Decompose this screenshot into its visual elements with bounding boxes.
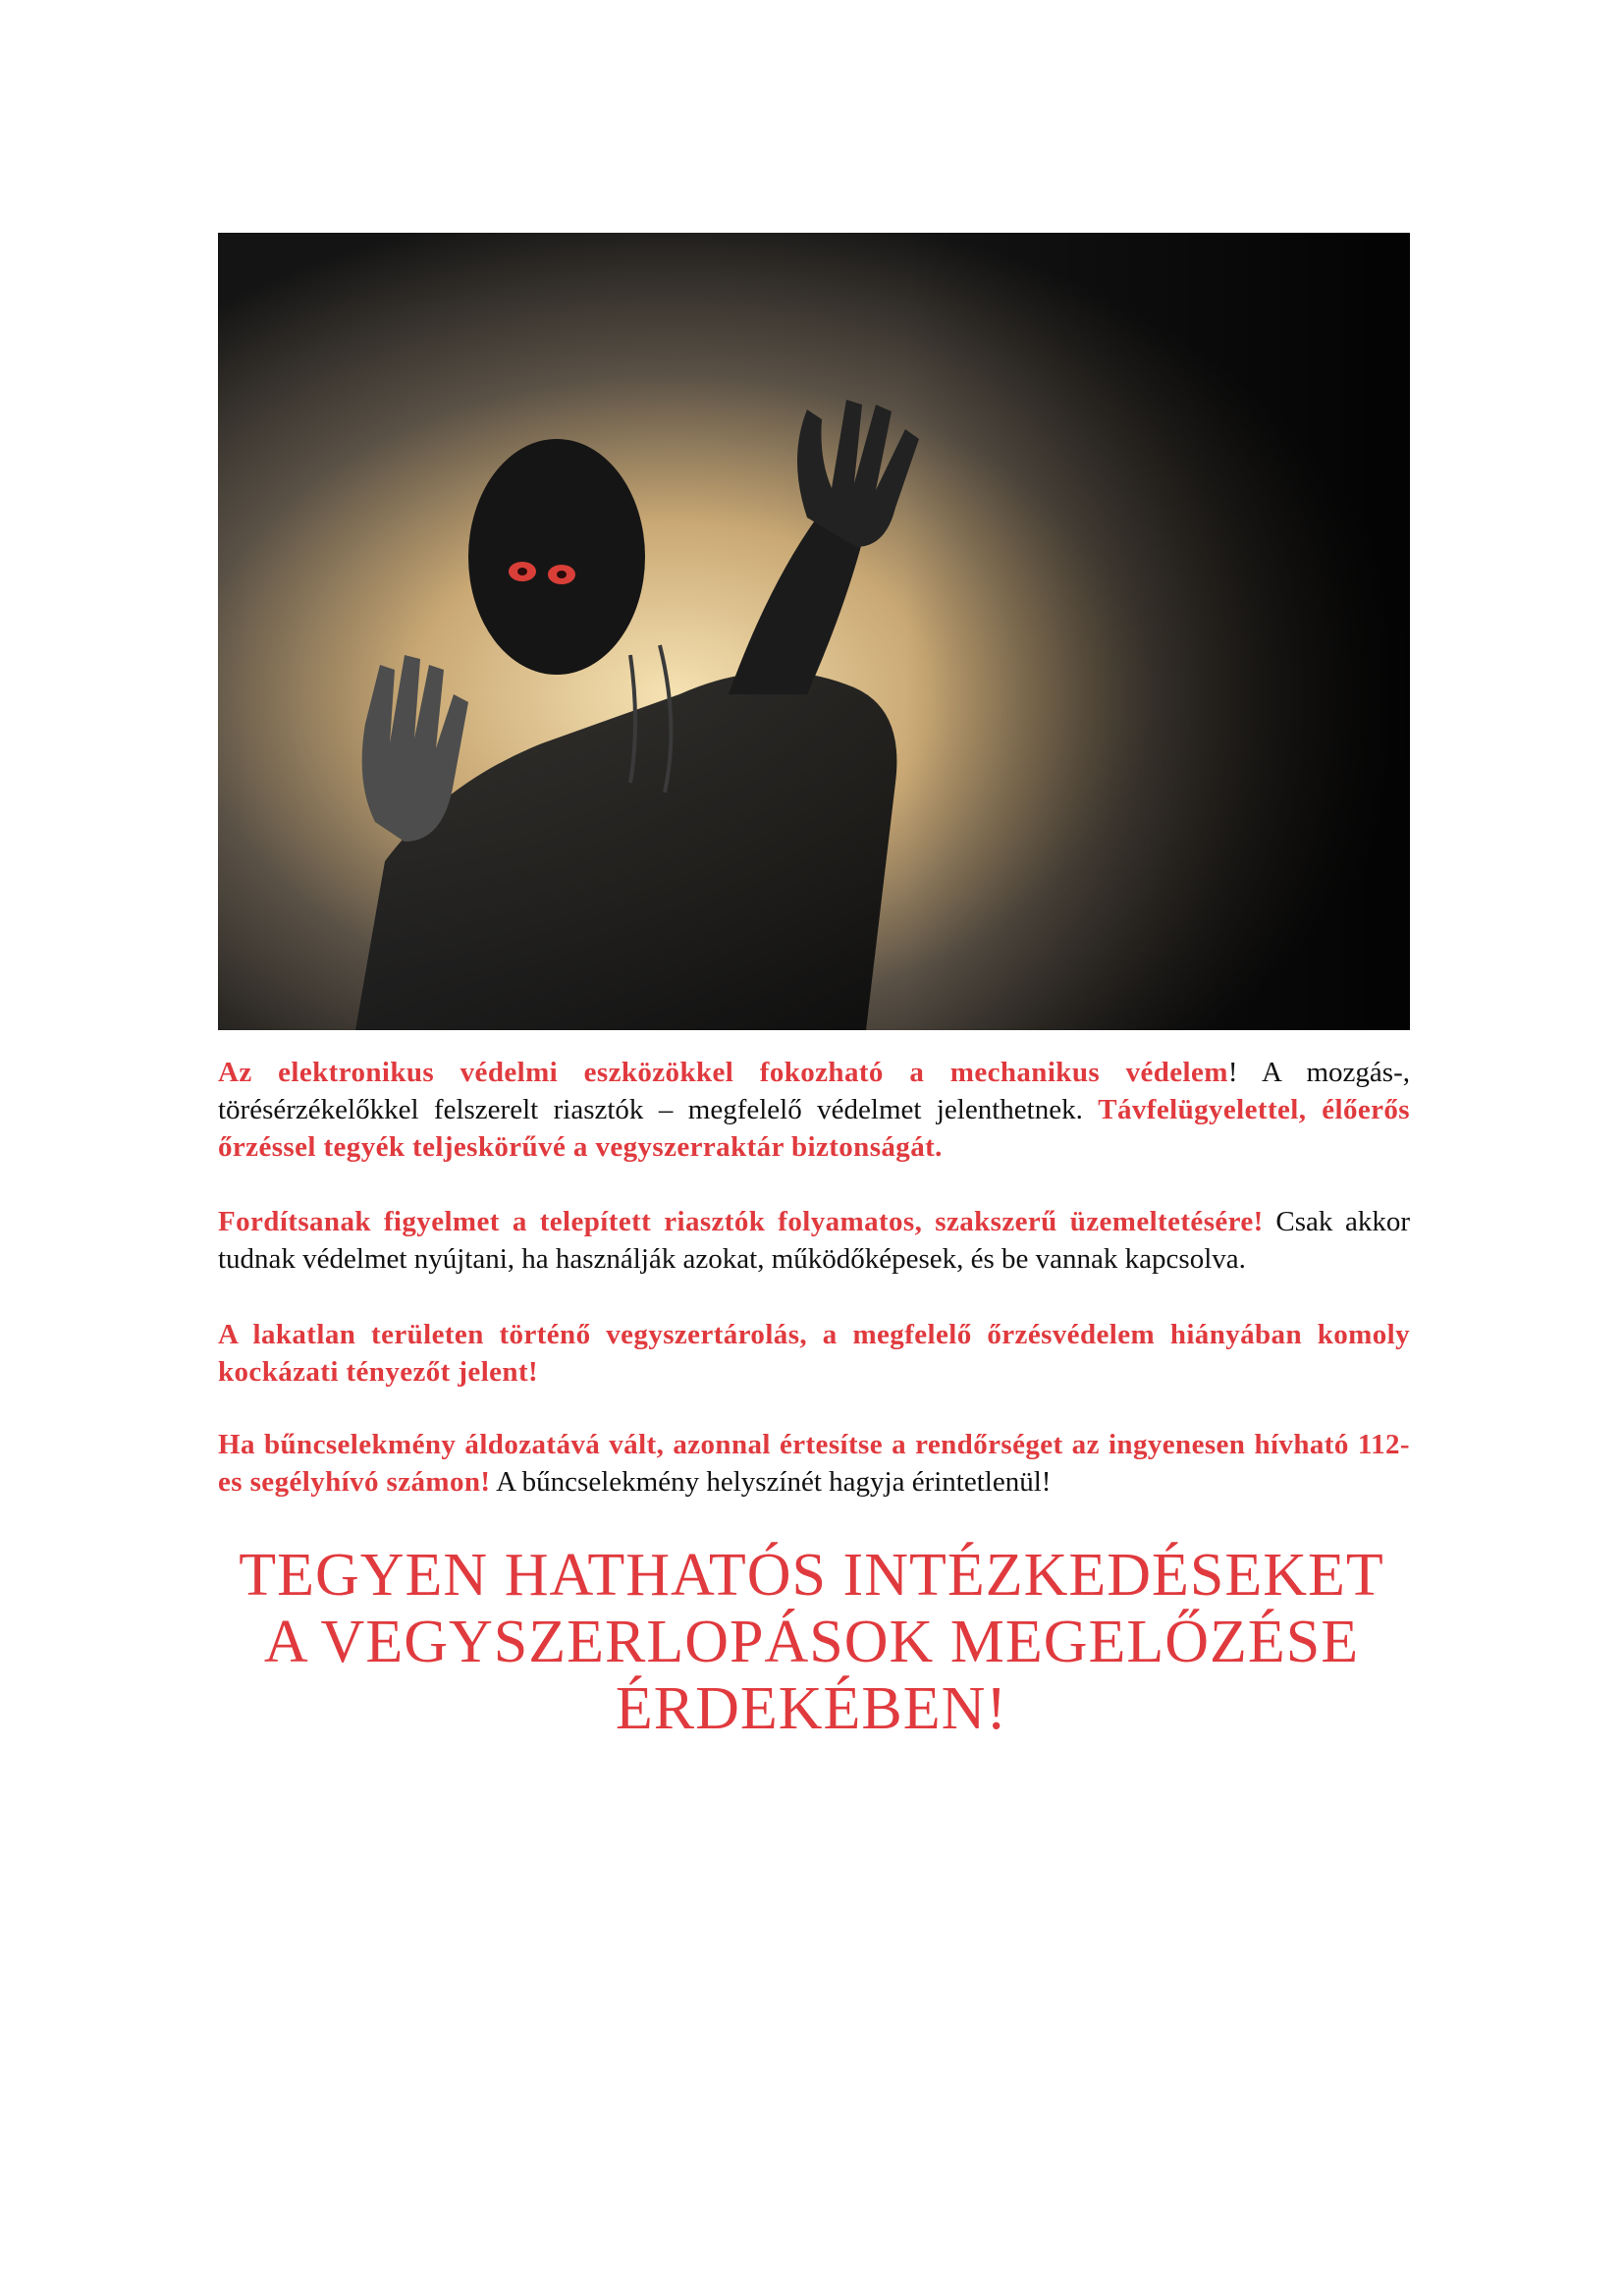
p1-black-text: ! A mozgás-, törésérzékelőkkel felszerelt riasztók – megfelelő védelmet jelenthetnek. [218,1057,1410,1125]
p4-red-text: Ha bűncselekmény áldozatává vált, azonnal értesítse a rendőrséget az ingyenesen hívható 112-es segélyhívó számon! [218,1429,1410,1498]
p1-red-text-1: Az elektronikus védelmi eszközökkel fokozható a mechanikus védelem [218,1057,1228,1088]
headline-line-1: TEGYEN HATHATÓS INTÉZKEDÉSEKET [239,1542,1384,1609]
paragraph-uninhabited-storage [218,1316,1410,1391]
p3-red-text: A lakatlan területen történő vegyszertárolás, a megfelelő őrzésvédelem hiányában komoly kockázati tényezőt jelent! [218,1319,1410,1388]
p2-black-text: Csak akkor tudnak védelmet nyújtani, ha használják azokat, működőképesek, és be vannak kapcsolva. [218,1206,1410,1275]
headline-line-2: A VEGYSZERLOPÁSOK MEGELŐZÉSE [263,1609,1360,1675]
p4-black-text: A bűncselekmény helyszínét hagyja érintetlenül! [490,1466,1052,1498]
p2-red-text: Fordítsanak figyelmet a telepített riasztók folyamatos, szakszerű üzemeltetésére! [218,1206,1264,1237]
burglar-illustration [218,233,1410,1030]
headline [147,1542,1476,1742]
paragraph-alarm-operation [218,1203,1410,1278]
headline-line-3: ÉRDEKÉBEN! [615,1675,1008,1742]
paragraph-report-crime [218,1426,1410,1501]
p1-red-text-2: Távfelügyelettel, élőerős őrzéssel tegyék teljeskörűvé a vegyszerraktár biztonságát. [218,1094,1410,1163]
paragraph-electronic-protection [218,1054,1410,1166]
burglar-photo [218,233,1410,1030]
